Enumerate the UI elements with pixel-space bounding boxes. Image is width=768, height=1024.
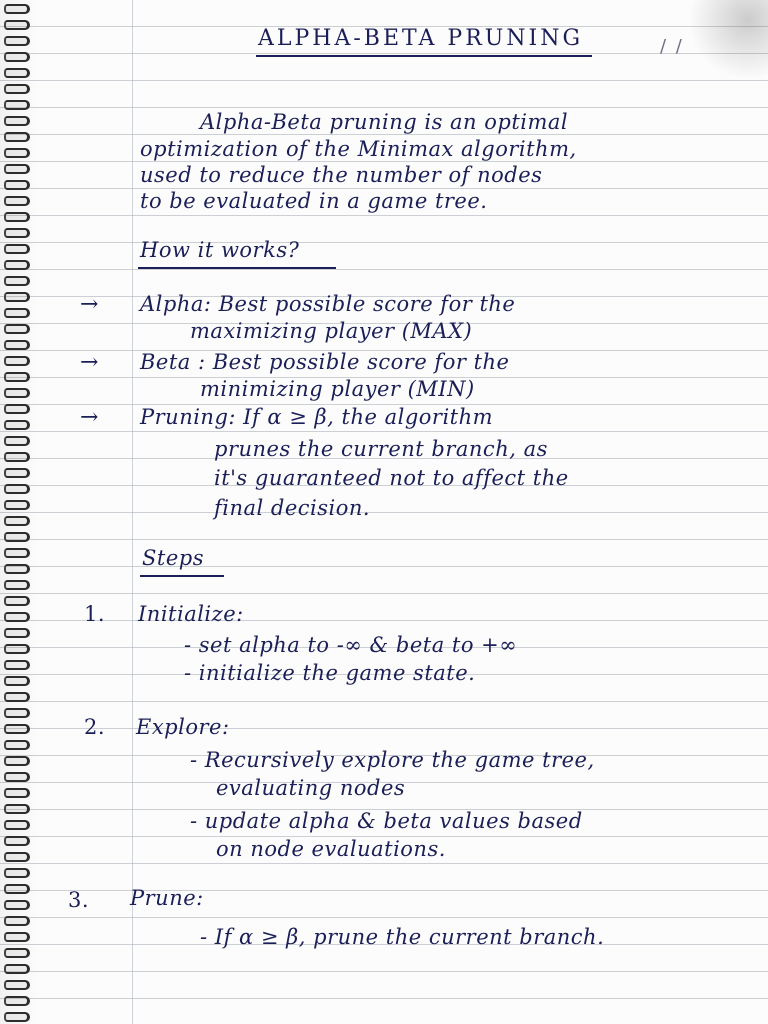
spiral-ring [4, 788, 30, 798]
spiral-ring [4, 756, 30, 766]
spiral-ring [4, 148, 30, 158]
spiral-ring [4, 420, 30, 430]
step-1-title: Initialize: [138, 602, 244, 626]
intro-line-1: Alpha-Beta pruning is an optimal [200, 110, 569, 134]
spiral-ring [4, 260, 30, 270]
arrow-icon: → [80, 350, 99, 375]
intro-line-4: to be evaluated in a game tree. [140, 189, 488, 213]
step-3-title: Prune: [130, 886, 204, 910]
spiral-ring [4, 340, 30, 350]
page-title: ALPHA-BETA PRUNING [258, 26, 584, 51]
spiral-ring [4, 996, 30, 1006]
step-1-line-2: - initialize the game state. [184, 661, 476, 685]
step-3-number: 3. [68, 888, 90, 912]
spiral-ring [4, 116, 30, 126]
spiral-ring [4, 692, 30, 702]
step-2-line-3: - update alpha & beta values based [190, 809, 583, 833]
step-1-line-1: - set alpha to -∞ & beta to +∞ [184, 633, 518, 657]
spiral-ring [4, 324, 30, 334]
spiral-ring [4, 724, 30, 734]
spiral-ring [4, 404, 30, 414]
spiral-ring [4, 980, 30, 990]
page-corner-shadow [688, 0, 768, 80]
step-2-line-4: on node evaluations. [216, 837, 446, 861]
spiral-ring [4, 1012, 30, 1022]
title-underline [256, 55, 592, 57]
spiral-ring [4, 948, 30, 958]
step-1-number: 1. [84, 602, 106, 626]
spiral-ring [4, 516, 30, 526]
spiral-ring [4, 180, 30, 190]
how-heading-underline [138, 267, 336, 269]
spiral-ring [4, 468, 30, 478]
how-heading: How it works? [140, 238, 300, 262]
spiral-ring [4, 868, 30, 878]
spiral-ring [4, 708, 30, 718]
spiral-ring [4, 212, 30, 222]
spiral-ring [4, 372, 30, 382]
spiral-ring [4, 228, 30, 238]
spiral-binding [0, 0, 36, 1024]
date-mark: / / [660, 36, 684, 57]
spiral-ring [4, 388, 30, 398]
spiral-ring [4, 916, 30, 926]
spiral-ring [4, 292, 30, 302]
step-3-line-1: - If α ≥ β, prune the current branch. [200, 925, 605, 949]
spiral-ring [4, 436, 30, 446]
step-2-title: Explore: [136, 715, 230, 739]
step-2-number: 2. [84, 715, 106, 739]
spiral-ring [4, 932, 30, 942]
spiral-ring [4, 164, 30, 174]
how-item-pruning-line-1: Pruning: If α ≥ β, the algorithm [140, 405, 494, 429]
spiral-ring [4, 484, 30, 494]
spiral-ring [4, 596, 30, 606]
how-item-beta-line-2: minimizing player (MIN) [200, 377, 475, 401]
steps-heading: Steps [142, 546, 204, 570]
spiral-ring [4, 68, 30, 78]
spiral-ring [4, 852, 30, 862]
spiral-ring [4, 548, 30, 558]
spiral-ring [4, 132, 30, 142]
spiral-ring [4, 20, 30, 30]
spiral-ring [4, 580, 30, 590]
spiral-ring [4, 884, 30, 894]
spiral-ring [4, 564, 30, 574]
spiral-ring [4, 452, 30, 462]
spiral-ring [4, 500, 30, 510]
spiral-ring [4, 964, 30, 974]
spiral-ring [4, 532, 30, 542]
spiral-ring [4, 84, 30, 94]
spiral-ring [4, 628, 30, 638]
spiral-ring [4, 196, 30, 206]
arrow-icon: → [80, 292, 99, 317]
spiral-ring [4, 276, 30, 286]
intro-line-2: optimization of the Minimax algorithm, [140, 137, 577, 161]
steps-heading-underline [140, 575, 224, 577]
spiral-ring [4, 36, 30, 46]
intro-line-3: used to reduce the number of nodes [140, 163, 543, 187]
how-item-alpha-line-2: maximizing player (MAX) [190, 319, 473, 343]
how-item-alpha-line-1: Alpha: Best possible score for the [140, 292, 516, 316]
arrow-icon: → [80, 405, 99, 430]
spiral-ring [4, 900, 30, 910]
spiral-ring [4, 660, 30, 670]
spiral-ring [4, 772, 30, 782]
spiral-ring [4, 244, 30, 254]
spiral-ring [4, 4, 30, 14]
spiral-ring [4, 644, 30, 654]
step-2-line-2: evaluating nodes [216, 776, 406, 800]
spiral-ring [4, 836, 30, 846]
spiral-ring [4, 612, 30, 622]
step-2-line-1: - Recursively explore the game tree, [190, 748, 595, 772]
spiral-ring [4, 308, 30, 318]
how-item-beta-line-1: Beta : Best possible score for the [140, 350, 510, 374]
spiral-ring [4, 804, 30, 814]
spiral-ring [4, 740, 30, 750]
spiral-ring [4, 820, 30, 830]
spiral-ring [4, 676, 30, 686]
how-item-pruning-line-3: it's guaranteed not to affect the [214, 466, 569, 490]
spiral-ring [4, 356, 30, 366]
how-item-pruning-line-2: prunes the current branch, as [214, 437, 548, 461]
how-item-pruning-line-4: final decision. [214, 496, 371, 520]
spiral-ring [4, 100, 30, 110]
spiral-ring [4, 52, 30, 62]
margin-line [132, 0, 133, 1024]
